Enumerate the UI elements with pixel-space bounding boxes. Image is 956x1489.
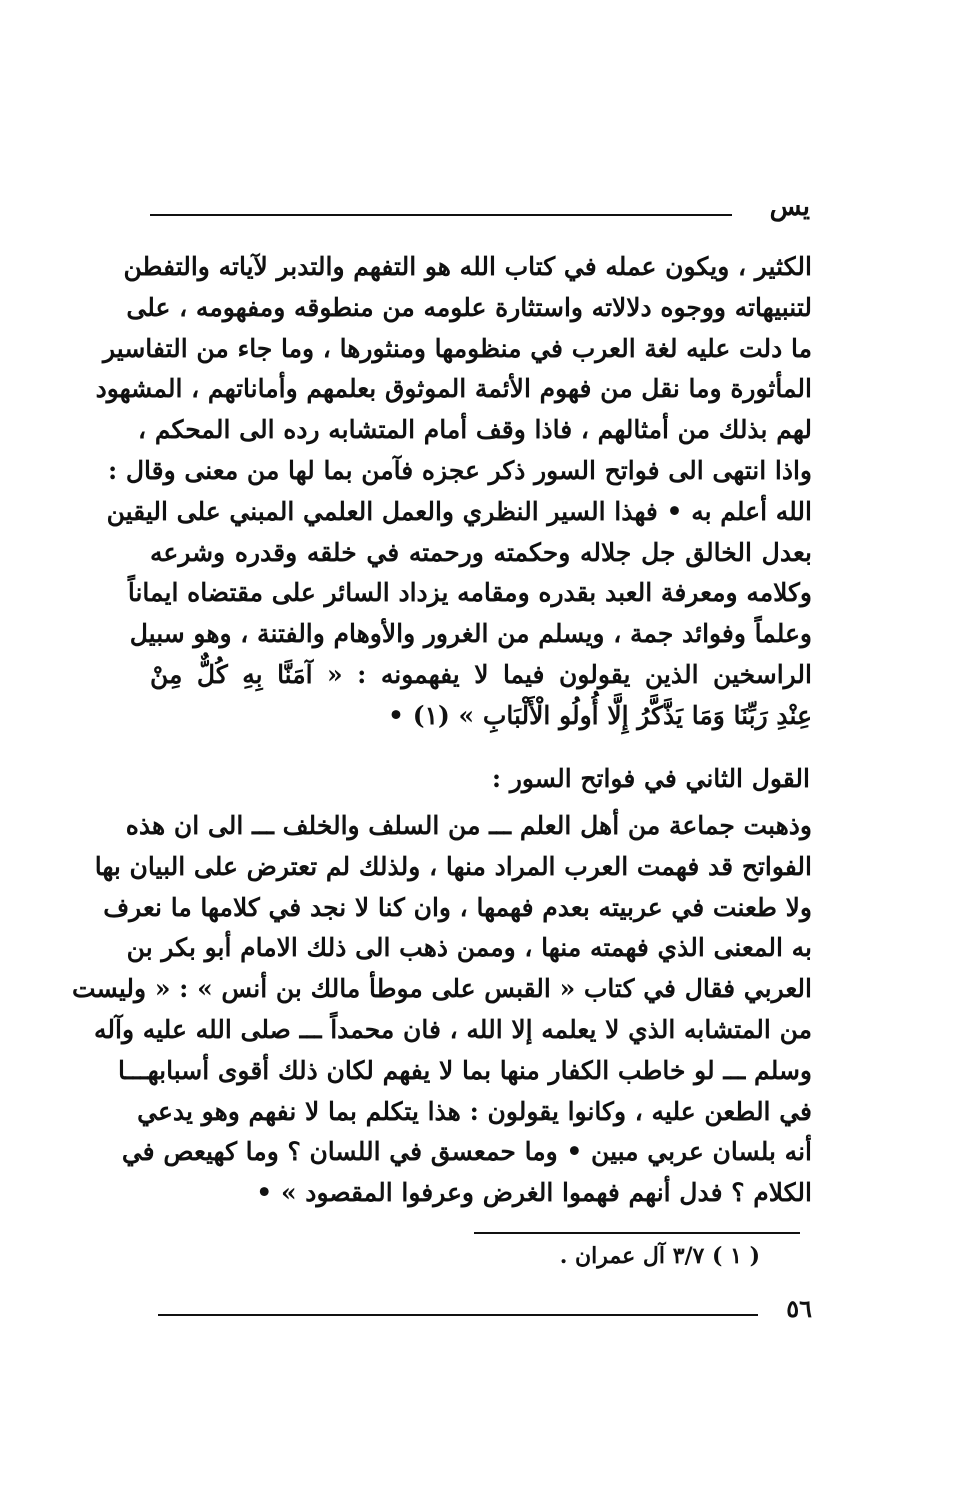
text-line: المأثورة وما نقل من فهوم الأئمة الموثوق بعلمهم وأماناتهم ، المشهود — [95, 374, 812, 404]
text-line: لتنبيهاته ووجوه دلالاته واستثارة علومه من منطوقه ومفهومه ، على — [126, 292, 812, 322]
paragraph-1 — [95, 247, 812, 737]
running-header — [150, 190, 810, 230]
text-line: واذا انتهى الى فواتح السور ذكر عجزه فآمن بما لها من معنى وقال : — [107, 455, 812, 485]
text-line: بعدل الخالق جل جلاله وحكمته ورحمته في خلقه وقدره وشرعه — [150, 537, 812, 567]
text-line: وذهبت جماعة من أهل العلم ـــ من السلف والخلف ـــ الى ان هذه — [125, 811, 812, 840]
text-line: عِنْدِ رَبِّنَا وَمَا يَذَّكَّرُ إِلَّا أُولُو الْأَلْبَابِ » (١) • — [388, 700, 812, 730]
footnote: ( ١ ) ٣/٧ آل عمران . — [559, 1243, 760, 1269]
header-rule — [150, 214, 732, 216]
text-line: الكثير ، ويكون عمله في كتاب الله هو التفهم والتدبر لآياته والتفطن — [123, 252, 812, 281]
surah-title: يس — [769, 192, 810, 222]
text-line: ولا طعنت في عربيته بعدم فهمها ، وان كنا لا نجد في كلامها ما نعرف — [103, 892, 812, 922]
text-line: الكلام ؟ فدل أنهم فهموا الغرض وعرفوا المقصود » • — [256, 1178, 812, 1208]
section-heading: القول الثاني في فواتح السور : — [491, 764, 810, 793]
text-line: الفواتح قد فهمت العرب المراد منها ، ولذلك لم تعترض على البيان بها — [94, 851, 812, 881]
page-number: ٥٦ — [786, 1294, 812, 1323]
text-line: به المعنى الذي فهمته منها ، وممن ذهب الى ذلك الامام أبو بكر بن — [126, 933, 812, 963]
text-line: العربي فقال في كتاب « القبس على موطأ مالك بن أنس » : « وليست — [72, 974, 812, 1004]
text-line: الراسخين الذين يقولون فيما لا يفهمونه : « آمَنَّا بِهِ كُلٌّ مِنْ — [150, 659, 812, 689]
text-line: وعلماً وفوائد جمة ، ويسلم من الغرور والأوهام والفتنة ، وهو سبيل — [129, 619, 812, 649]
text-line: من المتشابه الذي لا يعلمه إلا الله ، فان محمداً ـــ صلى الله عليه وآله — [93, 1014, 812, 1044]
text-line: الله أعلم به • فهذا السير النظري والعمل العلمي المبني على اليقين — [106, 496, 812, 526]
text-line: لهم بذلك من أمثالهم ، فاذا وقف أمام المتشابه رده الى المحكم ، — [138, 415, 812, 445]
text-line: ما دلت عليه لغة العرب في منظومها ومنثورها ، وما جاء من التفاسير — [103, 333, 812, 363]
footer-rule — [158, 1314, 758, 1316]
text-line: في الطعن عليه ، وكانوا يقولون : هذا يتكلم بما لا نفهم وهو يدعي — [137, 1096, 812, 1126]
text-line: وكلامه ومعرفة العبد بقدره ومقامه يزداد السائر على مقتضاه ايماناً — [127, 578, 812, 608]
text-line: أنه بلسان عربي مبين • وما حمعسق في اللسان ؟ وما كهيعص في — [121, 1137, 812, 1167]
paragraph-2 — [72, 806, 812, 1214]
text-line: وسلم ـــ لو خاطب الكفار منها بما لا يفهم لكان ذلك أقوى أسبابهـــا — [118, 1055, 812, 1085]
page-footer — [150, 1294, 812, 1334]
footnote-rule — [474, 1232, 800, 1234]
